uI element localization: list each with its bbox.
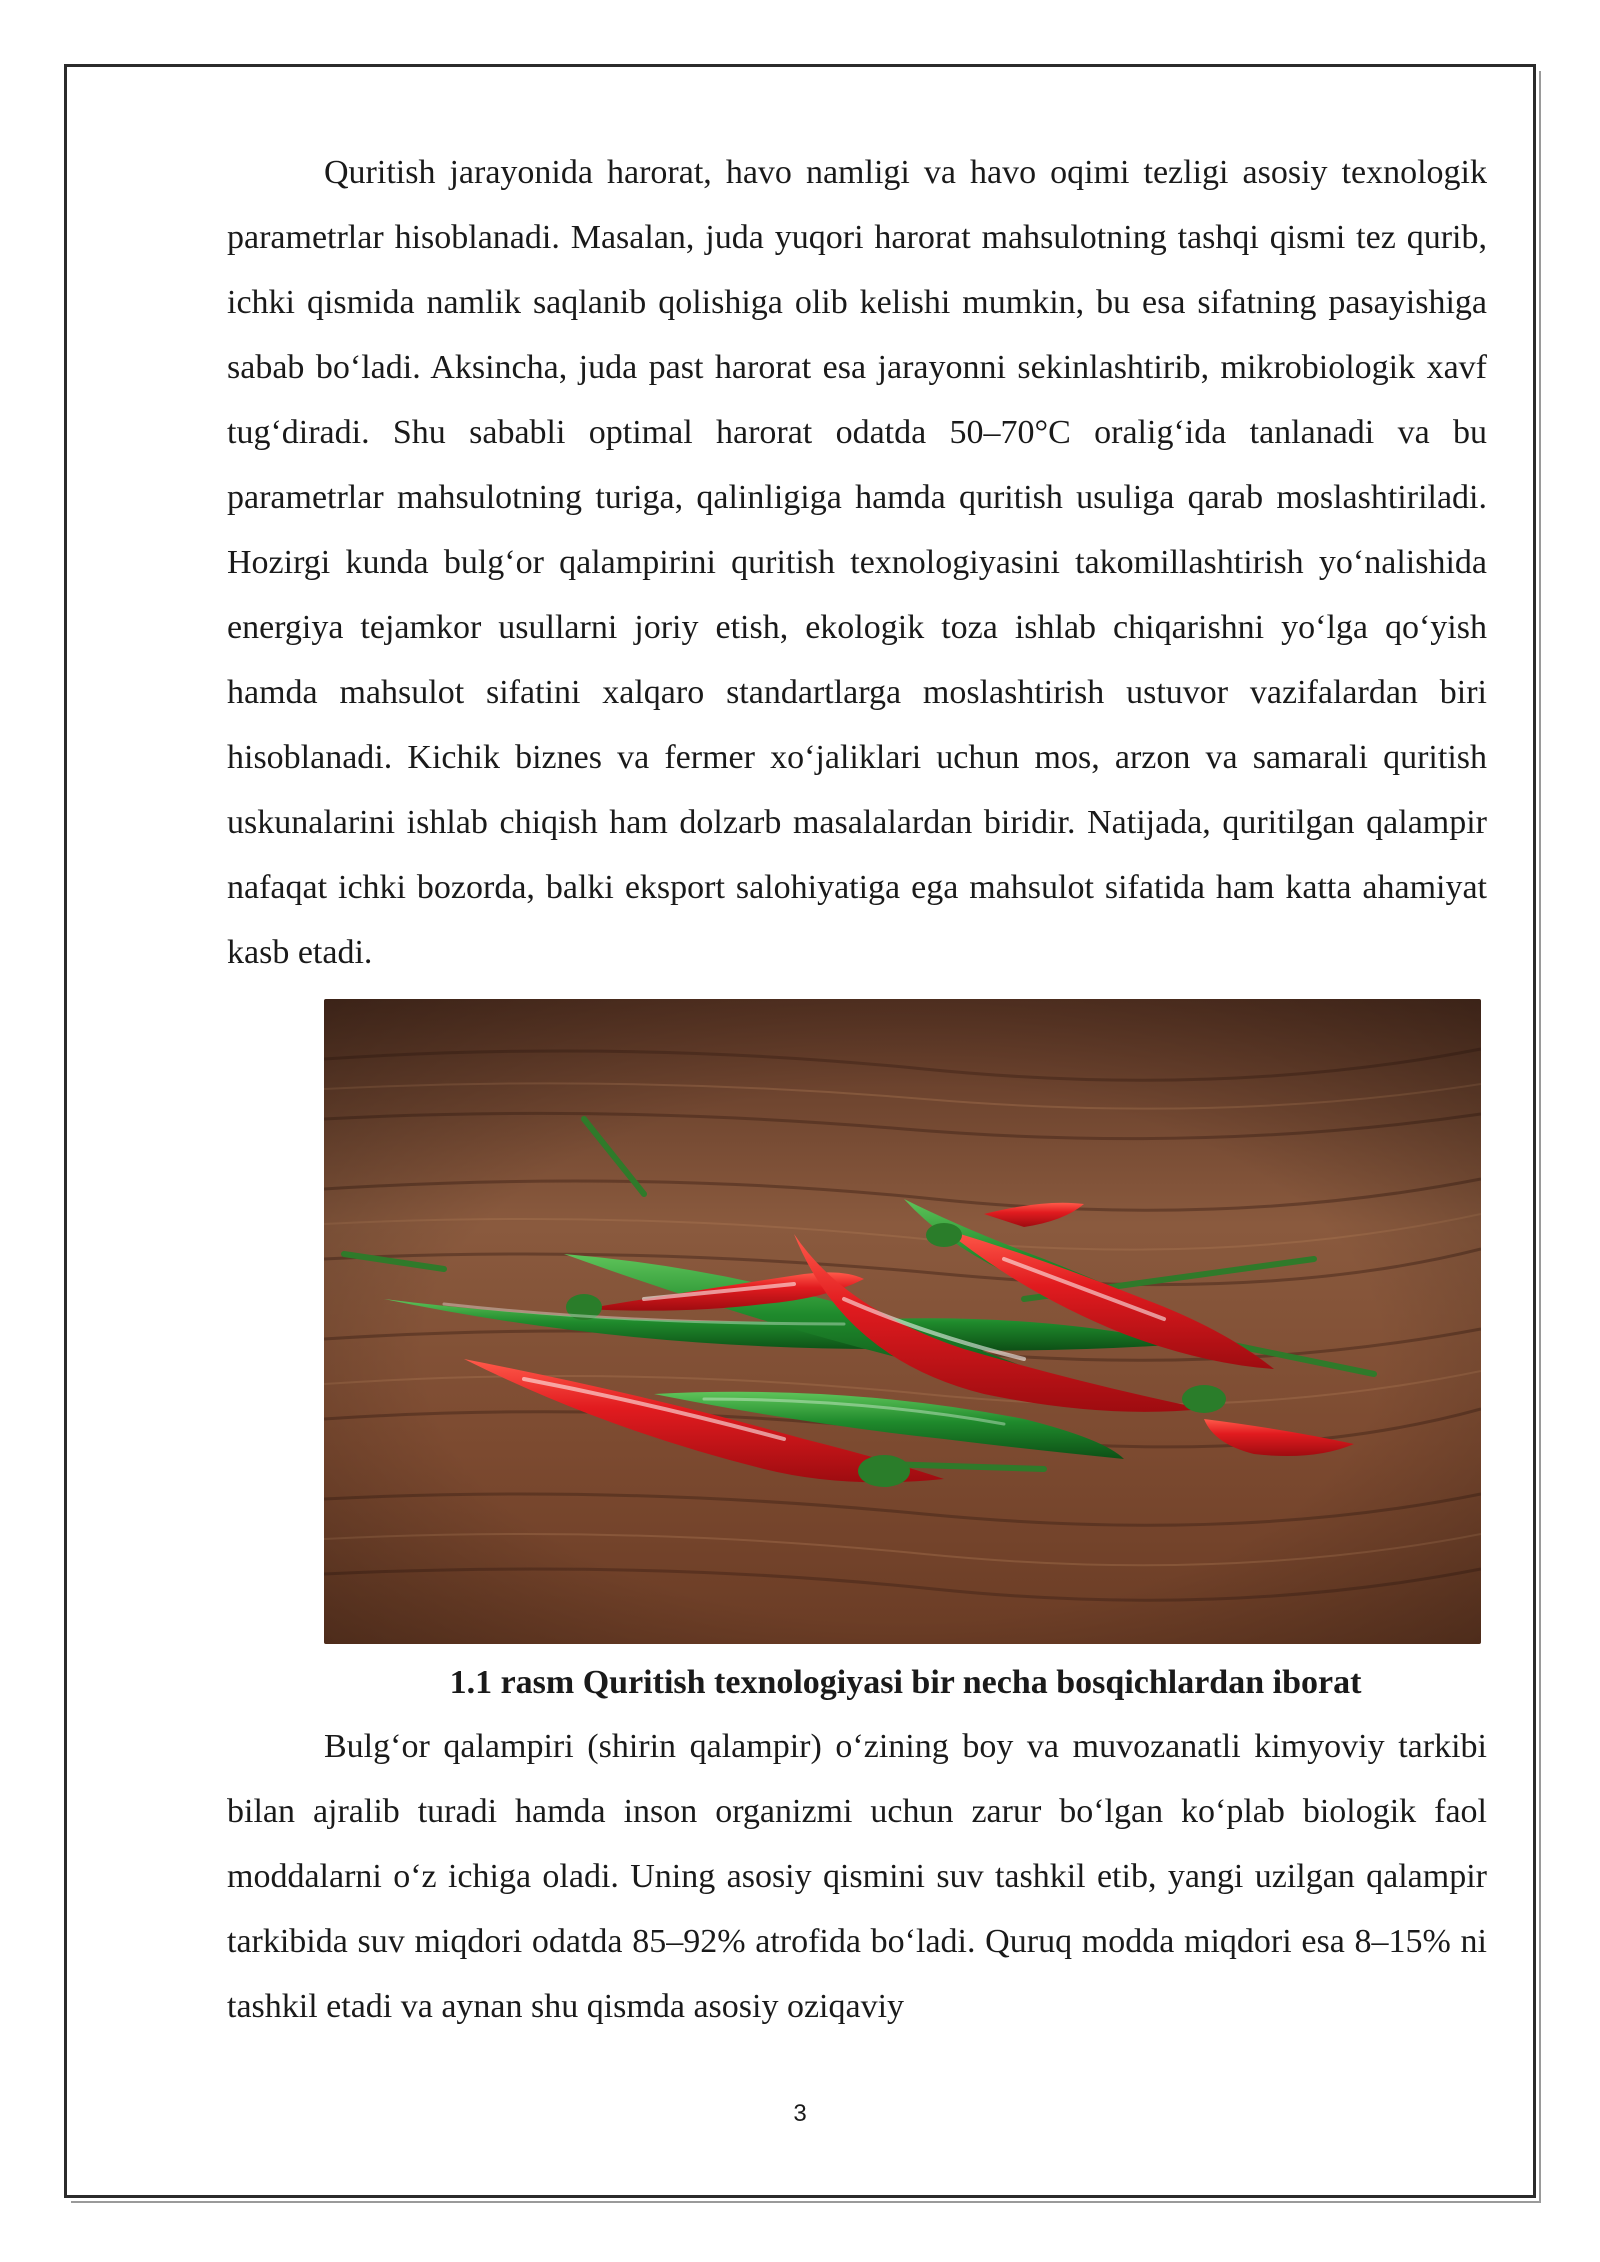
paragraph-drying-parameters: Quritish jarayonida harorat, havo namligi va havo oqimi tezligi asosiy texnologik parametrlar hisoblanadi. Masalan, juda yuqori harorat mahsulotning tashqi qismi tez qurib, ichki qismida namlik saqlanib qolishiga olib kelishi mumkin, bu esa sifatning pasayishiga sabab boʻladi. Aksincha, juda past harorat esa jarayonni sekinlashtirib, mikrobiologik xavf tugʻdiradi. Shu sababli optimal harorat odatda 50–70°C oraligʻida tanlanadi va bu parametrlar mahsulotning turiga, qalinligiga hamda quritish usuliga qarab moslashtiriladi. Hozirgi kunda bulgʻor qalampirini quritish texnologiyasini takomillashtirish yoʻnalishida energiya tejamkor usullarni joriy etish, ekologik toza ishlab chiqarishni yoʻlga qoʻyish hamda mahsulot sifatini xalqaro standartlarga moslashtirish ustuvor vazifalardan biri hisoblanadi. Kichik biznes va fermer xoʻjaliklari uchun mos, arzon va samarali quritish uskunalarini ishlab chiqish ham dolzarb masalalardan biridir. Natijada, quritilgan qalampir nafaqat ichki bozorda, balki eksport salohiyatiga ega mahsulot sifatida ham katta ahamiyat kasb etadi.: [227, 154, 1487, 971]
chili-peppers-photo: [324, 999, 1481, 1644]
paragraph-chemical-composition: Bulgʻor qalampiri (shirin qalampir) oʻzining boy va muvozanatli kimyoviy tarkibi bilan ajralib turadi hamda inson organizmi uchun zarur boʻlgan koʻplab biologik faol moddalarni oʻz ichiga oladi. Uning asosiy qismini suv tashkil etib, yangi uzilgan qalampir tarkibida suv miqdori odatda 85–92% atrofida boʻladi. Quruq modda miqdori esa 8–15% ni tashkil etadi va aynan shu qismda asosiy oziqaviy: [227, 1728, 1487, 2025]
document-body: [227, 140, 1487, 2039]
figure-chili-peppers: [324, 999, 1481, 1644]
page-number: 3: [793, 2100, 807, 2127]
figure-caption: 1.1 rasm Quritish texnologiyasi bir necha bosqichlardan iborat: [449, 1664, 1362, 1701]
